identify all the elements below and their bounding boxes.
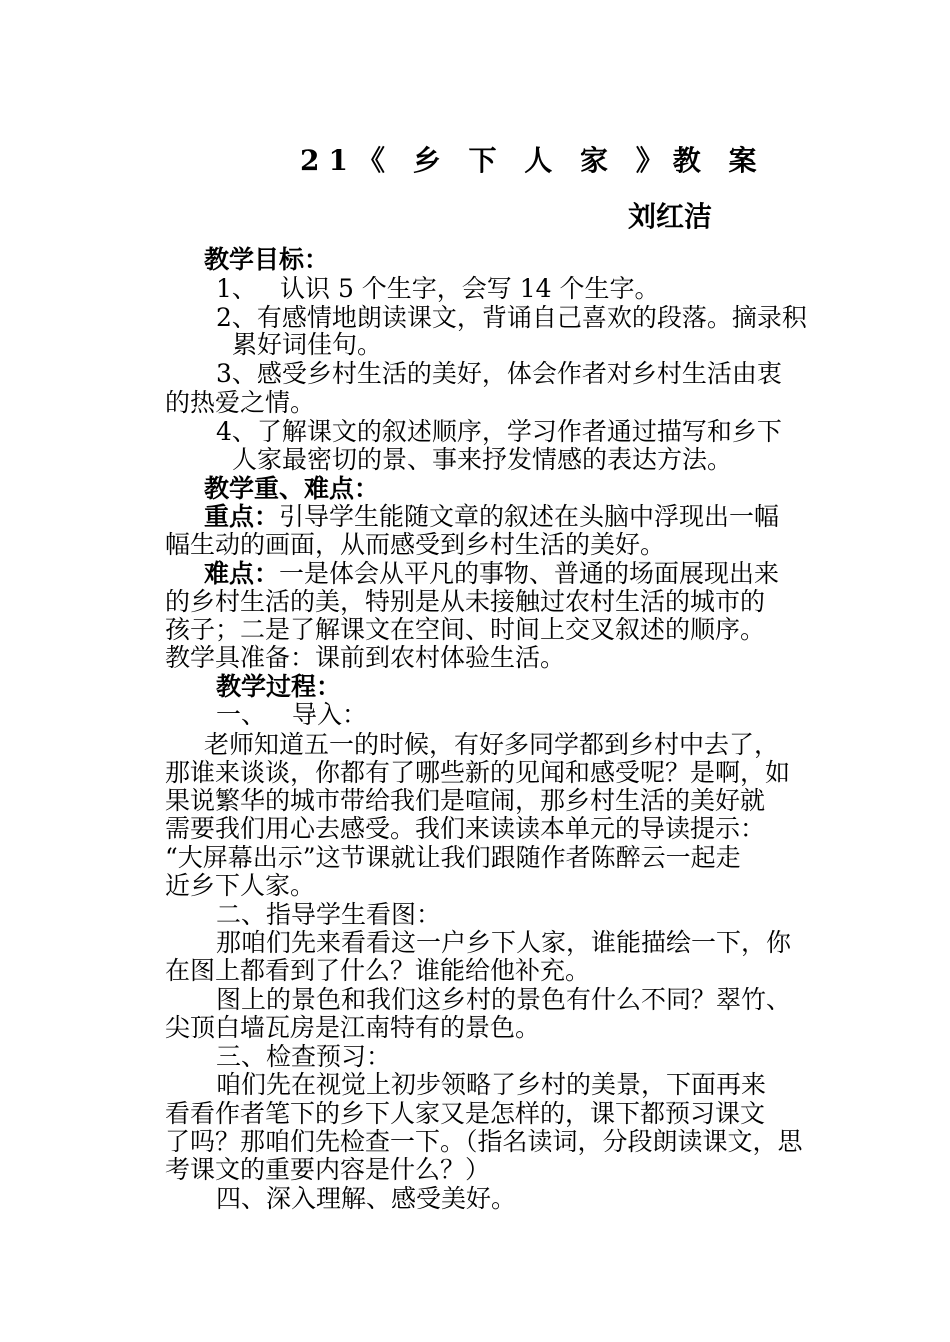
- goal-1-text: 认识 5 个生字，会写 14 个生字。: [280, 274, 660, 303]
- author-name: 刘红洁: [628, 200, 713, 233]
- section-2-para-line-4: 尖顶白墙瓦房是江南特有的景色。: [165, 1013, 541, 1042]
- goal-2-line-2: 累好词佳句。: [232, 330, 383, 359]
- section-1-para-line-3: 果说繁华的城市带给我们是喧闹，那乡村生活的美好就: [165, 786, 766, 815]
- key-point-text: 引导学生能随文章的叙述在头脑中浮现出一幅: [279, 502, 780, 531]
- goal-3-line-1: 3、感受乡村生活的美好，体会作者对乡村生活由衷: [216, 359, 782, 388]
- section-2-para-line-1: 那咱们先来看看这一户乡下人家，谁能描绘一下，你: [216, 928, 792, 957]
- teaching-prep: 教学具准备：课前到农村体验生活。: [165, 643, 566, 672]
- key-point-line-2: 幅生动的画面，从而感受到乡村生活的美好。: [165, 530, 666, 559]
- key-points-heading: 教学重、难点：: [204, 474, 380, 503]
- goal-2-line-1: 2、有感情地朗读课文，背诵自己喜欢的段落。摘录积: [216, 303, 807, 332]
- section-3-title: 三、检查预习：: [216, 1042, 392, 1071]
- section-3-para-line-2: 看看作者笔下的乡下人家又是怎样的，课下都预习课文: [165, 1099, 766, 1128]
- key-point-label: 重点：: [204, 502, 280, 531]
- section-3-para-line-1: 咱们先在视觉上初步领略了乡村的美景，下面再来: [216, 1070, 767, 1099]
- difficult-point-label: 难点：: [204, 559, 280, 588]
- section-1-para-line-4: 需要我们用心去感受。我们来读读本单元的导读提示：: [165, 814, 766, 843]
- section-2-para-line-3: 图上的景色和我们这乡村的景色有什么不同？翠竹、: [216, 985, 792, 1014]
- goal-4-line-1: 4、了解课文的叙述顺序，学习作者通过描写和乡下: [216, 417, 782, 446]
- section-2-title: 二、指导学生看图：: [216, 900, 442, 929]
- difficult-point-line-2: 的乡村生活的美，特别是从未接触过农村生活的城市的: [165, 587, 766, 616]
- section-3-para-line-4: 考课文的重要内容是什么？）: [165, 1155, 491, 1184]
- section-4-title: 四、深入理解、感受美好。: [216, 1184, 517, 1213]
- difficult-point-text: 一是体会从平凡的事物、普通的场面展现出来: [279, 559, 780, 588]
- section-1-para-line-6: 近乡下人家。: [165, 871, 316, 900]
- section-1-title: 导入：: [292, 700, 368, 729]
- section-3-para-line-3: 了吗？那咱们先检查一下。（指名读词，分段朗读课文，思: [165, 1127, 803, 1156]
- document-title: 21《 乡 下 人 家 》教 案: [300, 144, 766, 177]
- goal-4-line-2: 人家最密切的景、事来抒发情感的表达方法。: [232, 445, 733, 474]
- goals-heading: 教学目标：: [204, 245, 330, 274]
- difficult-point-line-3: 孩子；二是了解课文在空间、时间上交叉叙述的顺序。: [165, 615, 766, 644]
- goal-3-line-2: 的热爱之情。: [165, 388, 316, 417]
- process-heading: 教学过程：: [216, 672, 342, 701]
- section-1-para-line-2: 那谁来谈谈，你都有了哪些新的见闻和感受呢？是啊，如: [165, 758, 791, 787]
- section-2-para-line-2: 在图上都看到了什么？谁能给他补充。: [165, 956, 591, 985]
- section-1-para-line-5: “大屏幕出示”这节课就让我们跟随作者陈醉云一起走: [165, 843, 741, 872]
- goal-1-number: 1、: [216, 274, 257, 303]
- difficult-point-line-1: [204, 559, 779, 589]
- section-1-number: 一、: [216, 700, 267, 729]
- key-point-line-1: [204, 502, 779, 532]
- section-1-para-line-1: 老师知道五一的时候，有好多同学都到乡村中去了，: [204, 730, 780, 759]
